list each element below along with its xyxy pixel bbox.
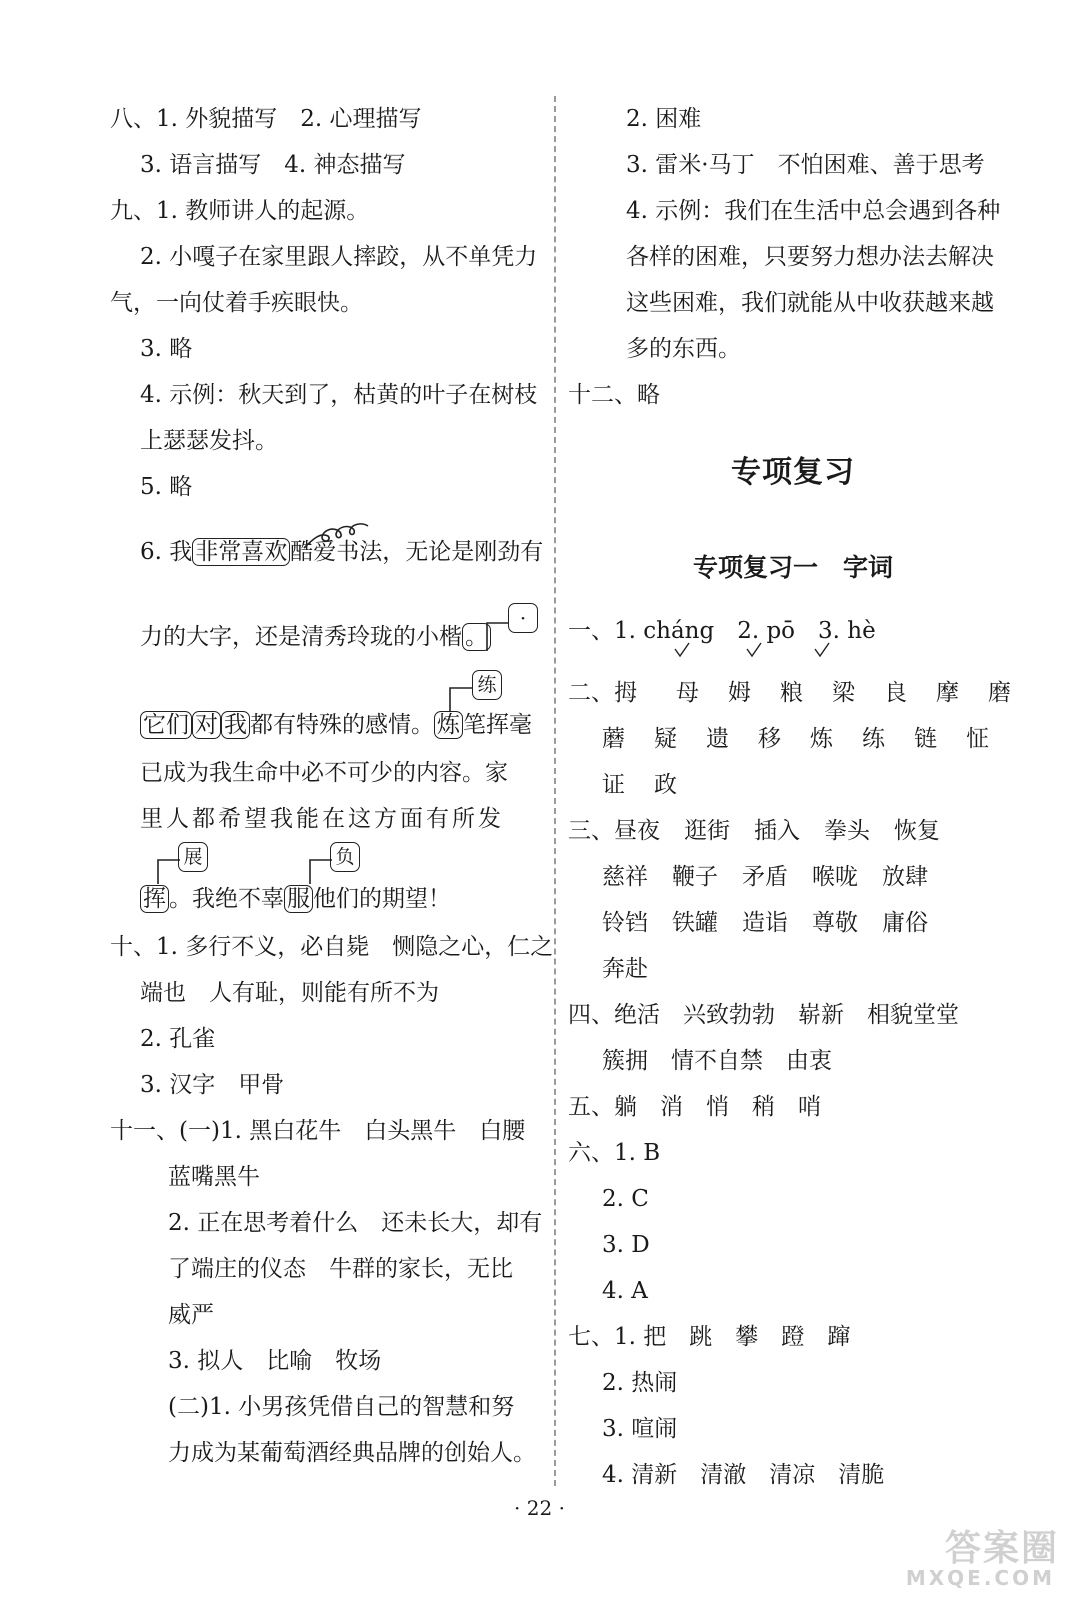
- answer-line: 3. 雷米·马丁 不怕困难、善于思考: [626, 152, 985, 178]
- punctuation-fix-box: 。: [462, 623, 491, 651]
- char: 姆: [728, 680, 751, 706]
- answer-line: 簇拥 情不自禁 由衷: [602, 1048, 832, 1074]
- answer-line: 气，一向仗着手疾眼快。: [110, 290, 363, 316]
- char: 疑: [654, 726, 677, 752]
- char-row: [568, 716, 1018, 762]
- left-column: [110, 96, 554, 1476]
- connector-line: [448, 686, 474, 712]
- answer-line: 3. 拟人 比喻 牧场: [168, 1348, 382, 1374]
- word: 慈祥: [602, 864, 648, 890]
- word: 铁罐: [672, 910, 718, 936]
- word: 插入: [754, 818, 800, 844]
- line-text: 。我绝不辜: [169, 886, 284, 912]
- answer-line: 2. 小嘎子在家里跟人摔跤，从不单凭力: [140, 244, 538, 270]
- word: 恢复: [894, 818, 940, 844]
- deletion-box: 非常喜欢: [192, 538, 290, 566]
- answer-line: 3. 语言描写 4. 神态描写: [140, 152, 406, 178]
- page-number: · 22 ·: [514, 1496, 565, 1520]
- item-number: 二、: [568, 680, 614, 706]
- section-heading: 专项复习: [731, 455, 855, 490]
- answer-line: 蓝嘴黑牛: [168, 1164, 260, 1190]
- answer-line: 4. 示例：我们在生活中总会遇到各种: [626, 198, 1001, 224]
- right-column: [568, 96, 1018, 1498]
- answer-line: [568, 608, 1018, 654]
- answer-line: 十一、(一)1. 黑白花牛 白头黑牛 白腰: [110, 1118, 526, 1144]
- answer-line: 威严: [168, 1302, 214, 1328]
- line-text: 他们的期望！: [313, 886, 451, 912]
- line-text: 力的大字，还是清秀玲珑的小楷: [140, 624, 462, 650]
- answer-line: 2. C: [602, 1186, 649, 1212]
- char: 磨: [988, 680, 1011, 706]
- word: 庸俗: [882, 910, 928, 936]
- connector-line: [308, 858, 334, 884]
- answer-line: 2. 热闹: [602, 1370, 678, 1396]
- connector-line: [485, 621, 511, 651]
- answer-line: 六、1. B: [568, 1140, 661, 1166]
- char: 梁: [832, 680, 855, 706]
- answer-line: 五、躺 消 悄 稍 哨: [568, 1094, 821, 1120]
- word-row: [568, 854, 1018, 900]
- char: 链: [914, 726, 937, 752]
- char: 拇: [614, 680, 637, 706]
- answer-line: 端也 人有耻，则能有所不为: [140, 980, 439, 1006]
- answer-line: 5. 略: [140, 474, 193, 500]
- pinyin-answers: 一、1. cháng 2. pō 3. hè: [568, 618, 876, 644]
- correction-line: [110, 846, 550, 924]
- answer-line: 各样的困难，只要努力想办法去解决: [626, 244, 994, 270]
- inserted-mark-box: ·: [508, 603, 538, 633]
- answer-line: 3. 汉字 甲骨: [140, 1072, 285, 1098]
- answer-line: 4. 清新 清澈 清凉 清脆: [602, 1462, 885, 1488]
- word: 拳头: [824, 818, 870, 844]
- answer-line: 2. 孔雀: [140, 1026, 216, 1052]
- wrong-char-box: 炼: [434, 711, 463, 739]
- char: 摩: [936, 680, 959, 706]
- wrong-char-box: 挥: [140, 885, 169, 913]
- word: 造诣: [742, 910, 788, 936]
- item-number: 三、: [568, 818, 614, 844]
- correction-line: [110, 674, 550, 750]
- answer-line: 十二、略: [568, 382, 660, 408]
- char-row: [568, 762, 1018, 808]
- tick-mark: [674, 642, 690, 658]
- connector-line: [156, 858, 182, 884]
- char: 证: [602, 772, 625, 798]
- answer-line: 八、1. 外貌描写 2. 心理描写: [110, 106, 422, 132]
- answer-line: 3. 喧闹: [602, 1416, 678, 1442]
- answer-line: 上瑟瑟发抖。: [140, 428, 278, 454]
- char: 怔: [966, 726, 989, 752]
- answer-line: 七、1. 把 跳 攀 蹬 蹿: [568, 1324, 851, 1350]
- line-text: 酷爱书法，无论是刚劲有: [290, 539, 544, 565]
- tick-mark: [746, 642, 762, 658]
- word: 矛盾: [742, 864, 788, 890]
- site-watermark: [899, 1520, 1059, 1590]
- answer-line: (二)1. 小男孩凭借自己的智慧和努: [168, 1394, 515, 1420]
- char: 遗: [706, 726, 729, 752]
- answer-line: 4. 示例：秋天到了，枯黄的叶子在树枝: [140, 382, 538, 408]
- answer-line: 十、1. 多行不义，必自毙 恻隐之心，仁之: [110, 934, 554, 960]
- answer-line: 九、1. 教师讲人的起源。: [110, 198, 370, 224]
- wrong-char-box: 服: [284, 885, 313, 913]
- answer-line: 里人都希望我能在这方面有所发: [140, 806, 504, 832]
- word-row: [568, 900, 1018, 946]
- answer-line: 力成为某葡萄酒经典品牌的创始人。: [168, 1440, 536, 1466]
- correction-line: [110, 595, 550, 680]
- answer-line: 3. D: [602, 1232, 650, 1258]
- answer-line: 奔赴: [602, 956, 648, 982]
- answer-line: 四、绝活 兴致勃勃 崭新 相貌堂堂: [568, 1002, 959, 1028]
- swap-box: 它们: [140, 711, 192, 739]
- correct-char-box: 负: [330, 842, 360, 872]
- word: 昼夜: [614, 818, 660, 844]
- char: 母: [676, 680, 699, 706]
- answer-line: 这些困难，我们就能从中收获越来越: [626, 290, 994, 316]
- char: 政: [654, 772, 677, 798]
- line-text: 6. 我: [140, 539, 193, 565]
- word: 尊敬: [812, 910, 858, 936]
- word: 铃铛: [602, 910, 648, 936]
- watermark-logo-text: 答案圈: [944, 1528, 1059, 1569]
- answer-line: 多的东西。: [626, 336, 741, 362]
- answer-line: 了端庄的仪态 牛群的家长，无比: [168, 1256, 513, 1282]
- correct-char-box: 展: [178, 842, 208, 872]
- word-row: [568, 808, 1018, 854]
- char: 练: [862, 726, 885, 752]
- word: 鞭子: [672, 864, 718, 890]
- char: 粮: [780, 680, 803, 706]
- answer-line: 已成为我生命中必不可少的内容。家: [140, 760, 508, 786]
- answer-line: 2. 困难: [626, 106, 702, 132]
- correction-line: [110, 510, 550, 595]
- delete-loop-mark: [302, 522, 372, 550]
- tick-mark: [814, 642, 830, 658]
- char: 炼: [810, 726, 833, 752]
- line-text: 笔挥毫: [463, 712, 532, 738]
- answer-line: 3. 略: [140, 336, 193, 362]
- subsection-heading: 专项复习一 字词: [692, 553, 893, 582]
- char: 移: [758, 726, 781, 752]
- char: 蘑: [602, 726, 625, 752]
- char: 良: [884, 680, 907, 706]
- word: 逛街: [684, 818, 730, 844]
- swap-box: 我: [221, 711, 250, 739]
- swap-box: 对: [192, 711, 221, 739]
- column-divider: [554, 96, 556, 1486]
- word: 喉咙: [812, 864, 858, 890]
- line-text: 都有特殊的感情。: [250, 712, 434, 738]
- word: 放肆: [882, 864, 928, 890]
- correct-char-box: 练: [472, 670, 502, 700]
- watermark-url: MXQE.COM: [905, 1566, 1055, 1590]
- answer-line: 4. A: [602, 1278, 648, 1304]
- char-row: [568, 670, 1018, 716]
- answer-line: 2. 正在思考着什么 还未长大，却有: [168, 1210, 543, 1236]
